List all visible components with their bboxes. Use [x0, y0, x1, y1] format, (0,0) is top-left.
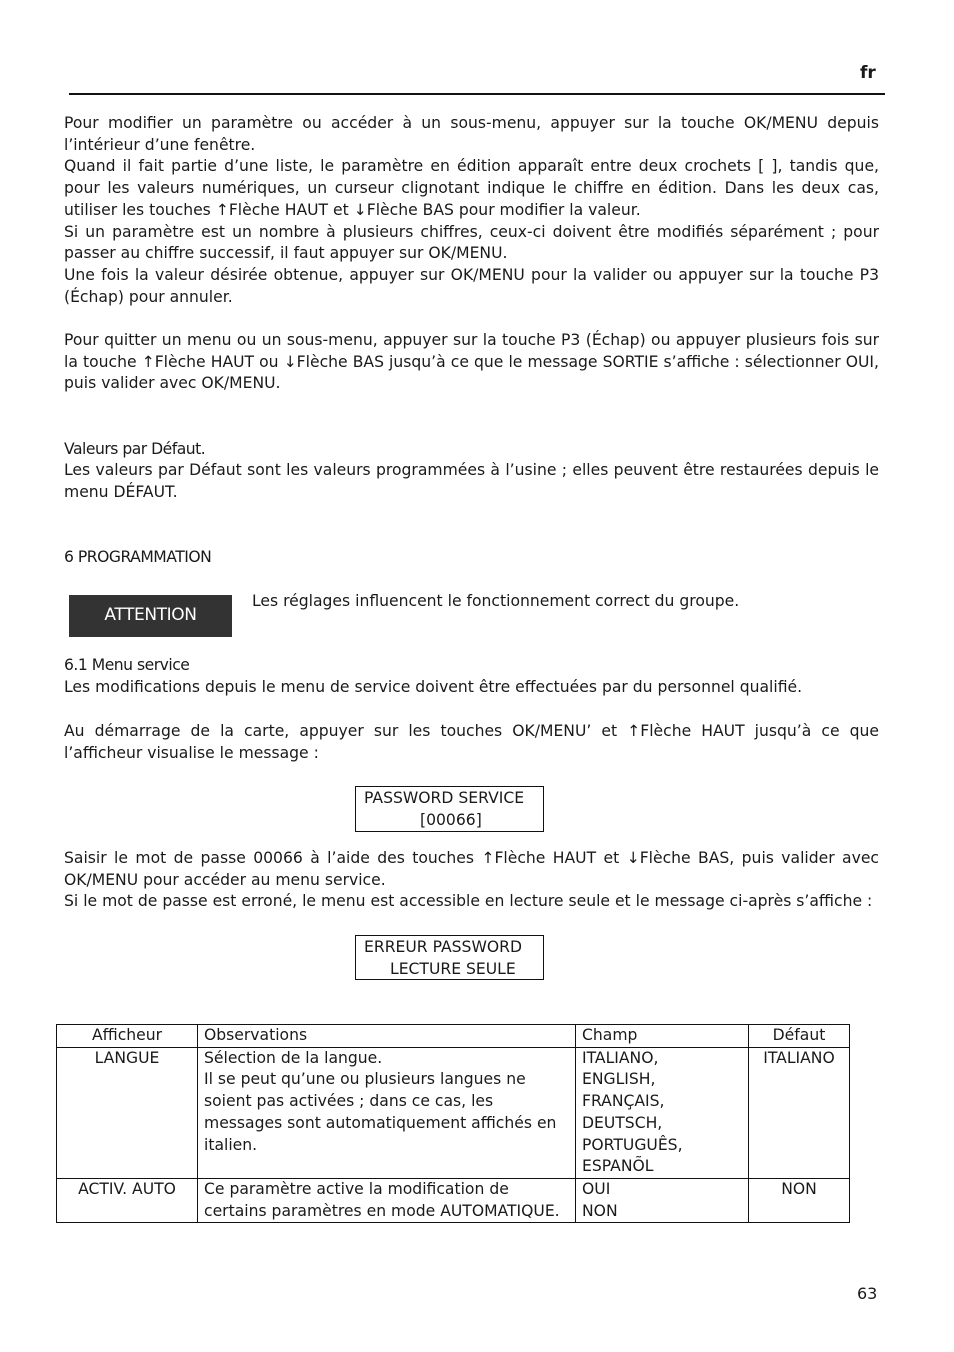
table-header: Afficheur [57, 1025, 198, 1048]
intro-paragraph: Si un paramètre est un nombre à plusieurs chiffres, ceux-ci doivent être modifiés séparément ; pour passer au chiffre successif, il faut appuyer sur OK/MENU. [64, 222, 879, 263]
cell-afficheur: LANGUE [57, 1047, 198, 1178]
cell-text: ITALIANO, [582, 1048, 659, 1067]
cell-text: Sélection de la langue. [204, 1048, 383, 1067]
cell-observations [198, 1178, 576, 1222]
defaults-text [64, 460, 879, 503]
cell-text: DEUTSCH, [582, 1113, 663, 1132]
table-header-row [57, 1025, 850, 1048]
display-box-error [355, 935, 544, 980]
cell-text: OUI [582, 1179, 611, 1198]
cell-text: FRANÇAIS, [582, 1092, 665, 1111]
cell-champ [576, 1178, 749, 1222]
table-header: Observations [198, 1025, 576, 1048]
service-paragraph: Saisir le mot de passe 00066 à l’aide des touches ↑Flèche HAUT et ↓Flèche BAS, puis valider avec OK/MENU pour accéder au menu service. [64, 849, 879, 889]
parameters-table [56, 1024, 850, 1223]
table-header: Défaut [749, 1025, 850, 1048]
display-line: PASSWORD SERVICE [364, 789, 525, 807]
section-6-heading: 6 PROGRAMMATION [64, 548, 212, 566]
intro-paragraph: Quand il fait partie d’une liste, le paramètre en édition apparaît entre deux crochets [ ], tandis que, pour les valeurs numériques, un curseur clignotant indique le chiffre en édition. Dans les deux cas, utiliser les touches ↑Flèche HAUT et ↓Flèche BAS pour modifier la valeur. [64, 157, 879, 219]
display-box-password [355, 786, 544, 832]
service-menu-text-3 [64, 848, 879, 913]
cell-afficheur: ACTIV. AUTO [57, 1178, 198, 1222]
exit-paragraph [64, 330, 879, 395]
service-paragraph: Au démarrage de la carte, appuyer sur les touches OK/MENU’ et ↑Flèche HAUT jusqu’à ce que l’afficheur visualise le message : [64, 722, 879, 762]
display-line: ERREUR PASSWORD [364, 938, 522, 956]
cell-champ [576, 1047, 749, 1178]
intro-section [64, 113, 879, 308]
service-paragraph: Les modifications depuis le menu de service doivent être effectuées par du personnel qualifié. [64, 678, 803, 696]
attention-text: Les réglages influencent le fonctionnement correct du groupe. [252, 592, 740, 610]
service-paragraph: Si le mot de passe est erroné, le menu est accessible en lecture seule et le message ci-après s’affiche : [64, 892, 873, 911]
cell-observations [198, 1047, 576, 1178]
header-rule [69, 93, 885, 95]
intro-paragraph: Pour modifier un paramètre ou accéder à un sous-menu, appuyer sur la touche OK/MENU depuis l’intérieur d’une fenêtre. [64, 114, 879, 154]
cell-text: Ce paramètre active la modification de certains paramètres en mode AUTOMATIQUE. [204, 1179, 560, 1220]
table-row [57, 1178, 850, 1222]
cell-text: ENGLISH, [582, 1070, 656, 1089]
defaults-heading: Valeurs par Défaut. [64, 440, 206, 458]
display-line: [00066] [420, 810, 482, 829]
cell-text: NON [582, 1201, 618, 1220]
cell-text: ESPANÕL [582, 1157, 654, 1176]
intro-paragraph: Une fois la valeur désirée obtenue, appuyer sur OK/MENU pour la valider ou appuyer sur la touche P3 (Échap) pour annuler. [64, 265, 879, 306]
table-row [57, 1047, 850, 1178]
cell-text: PORTUGUÊS, [582, 1135, 683, 1154]
section-6-1-heading: 6.1 Menu service [64, 656, 190, 674]
page-number: 63 [857, 1284, 878, 1303]
attention-label: ATTENTION [104, 605, 197, 626]
service-menu-text-1 [64, 677, 879, 699]
table-header: Champ [576, 1025, 749, 1048]
language-tag: fr [860, 63, 876, 83]
service-menu-text-2 [64, 721, 879, 764]
defaults-paragraph: Les valeurs par Défaut sont les valeurs programmées à l’usine ; elles peuvent être restaurées depuis le menu DÉFAUT. [64, 461, 879, 501]
exit-text: Pour quitter un menu ou un sous-menu, appuyer sur la touche P3 (Échap) ou appuyer plusieurs fois sur la touche ↑Flèche HAUT ou ↓Flèche BAS jusqu’à ce que le message SORTIE s’affiche : sélectionner OUI, puis valider avec OK/MENU. [64, 331, 879, 393]
cell-defaut: NON [749, 1178, 850, 1222]
cell-text: Il se peut qu’une ou plusieurs langues ne soient pas activées ; dans ce cas, les messages sont automatiquement affichés en italien. [204, 1070, 557, 1154]
display-line: LECTURE SEULE [390, 959, 516, 978]
cell-defaut: ITALIANO [749, 1047, 850, 1178]
attention-badge [69, 595, 232, 637]
